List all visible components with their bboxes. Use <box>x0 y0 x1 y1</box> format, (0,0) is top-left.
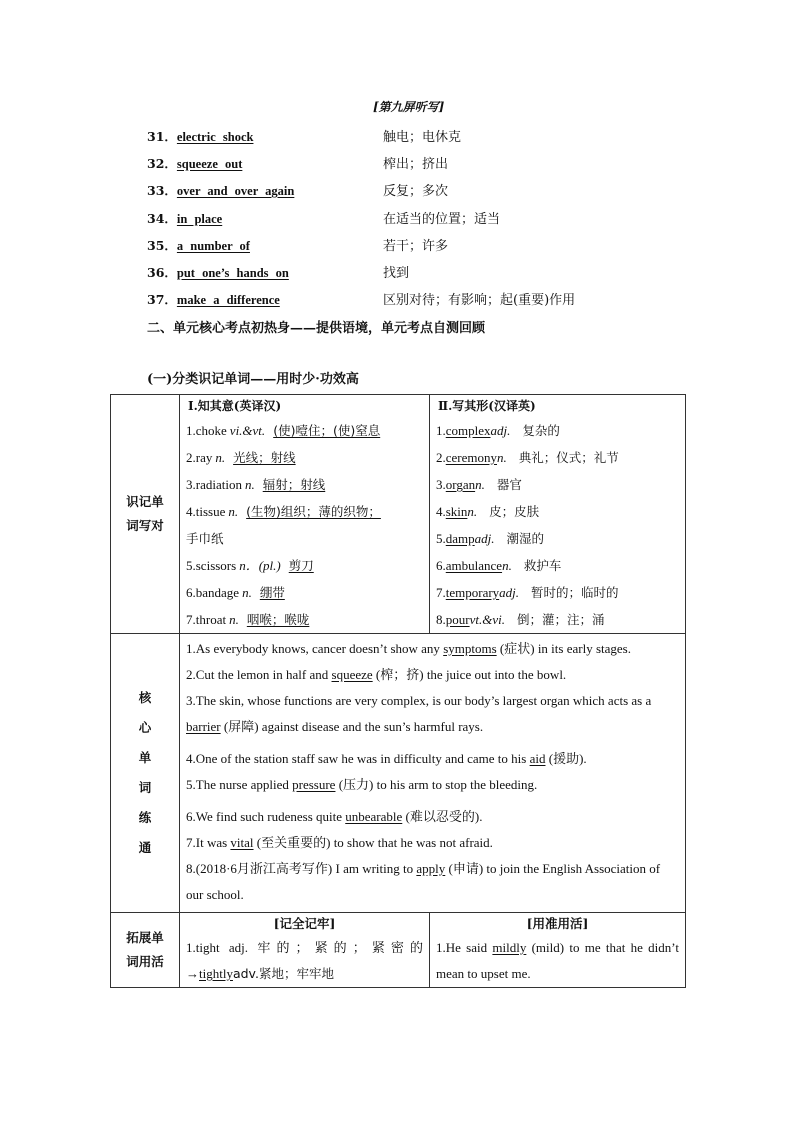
item-number: 6. <box>436 558 446 573</box>
word-item <box>180 552 429 579</box>
answer-blank: 辐射；射线 <box>262 477 326 492</box>
part-of-speech: adj. <box>474 531 495 546</box>
phrase-number: 32． <box>147 156 177 171</box>
meaning: 暂时的；临时的 <box>531 585 619 600</box>
word-item <box>430 417 685 444</box>
answer-blank: unbearable <box>345 809 403 824</box>
sentence-text: (援助). <box>545 751 587 766</box>
word: scissors <box>195 558 237 573</box>
row-label-memorize: 识记单词写对 <box>111 395 180 634</box>
part-of-speech: adj. <box>490 423 511 438</box>
phrase-meaning: 在适当的位置；适当 <box>383 212 501 227</box>
part-of-speech: n. <box>502 558 512 573</box>
expand-right-sentence: 1.He said mildly (mild) to me that he didn’t mean to upset me. <box>436 940 679 981</box>
phrase-answer: put one’s hands on <box>176 266 289 280</box>
phrase-item <box>147 290 280 308</box>
item-number: 7. <box>436 585 446 600</box>
part-of-speech: n. <box>475 477 485 492</box>
right-column <box>430 395 686 634</box>
item-number: 3. <box>436 477 446 492</box>
part-of-speech: n. <box>229 612 239 627</box>
answer-blank: vital <box>230 835 254 850</box>
sentence-text: 8.(2018·6月浙江高考写作) I am writing to <box>186 861 417 876</box>
expand-left-cell <box>180 913 430 988</box>
vocab-table <box>110 394 686 988</box>
phrase-meaning: 榨出；挤出 <box>383 157 449 172</box>
sentence-item <box>180 688 685 740</box>
item-number: 2. <box>186 450 196 465</box>
phrase-number: 33． <box>147 183 177 198</box>
phrase-item <box>147 236 250 254</box>
subsection-heading: (一)分类识记单词——用时少·功效高 <box>147 372 359 387</box>
answer-blank: apply <box>416 861 446 876</box>
left-items <box>180 417 429 633</box>
phrase-item <box>147 154 242 172</box>
expand-right-cell <box>430 913 686 988</box>
part-of-speech: n. <box>497 450 507 465</box>
phrase-meaning: 反复；多次 <box>383 184 449 199</box>
answer-blank: tightly <box>199 966 233 981</box>
phrase-number: 37． <box>147 292 177 307</box>
answer-blank: mildly <box>492 940 527 955</box>
answer-blank: squeeze <box>331 667 373 682</box>
sentence-text: (屏障) against disease and the sun’s harmful rays. <box>220 719 484 734</box>
answer-blank: 剪刀 <box>288 558 314 573</box>
word: choke <box>195 423 227 438</box>
sentence-cell <box>180 634 686 913</box>
part-of-speech: n. <box>242 585 252 600</box>
item-number: 8. <box>436 612 446 627</box>
phrase-meaning: 区别对待；有影响；起(重要)作用 <box>383 293 576 308</box>
sentence-item <box>180 662 685 688</box>
word: bandage <box>195 585 240 600</box>
item-number: 7. <box>186 612 196 627</box>
part-of-speech: adj. <box>499 585 520 600</box>
right-header: Ⅱ.写其形(汉译英) <box>438 399 536 413</box>
sentence-text: 1.As everybody knows, cancer doesn’t show any <box>186 641 444 656</box>
answer-blank: ceremony <box>445 450 498 465</box>
sentence-item <box>180 830 685 856</box>
part-of-speech: n. <box>228 504 239 519</box>
phrase-number: 34． <box>147 211 177 226</box>
answer-blank: 咽喉；喉咙 <box>246 612 310 627</box>
sentence-item <box>180 772 685 798</box>
row-label-core: 核心单词练通 <box>111 634 180 913</box>
sentence-item <box>180 746 685 772</box>
sentence-text: (压力) to his arm to stop the bleeding. <box>335 777 538 792</box>
word-item <box>180 606 429 633</box>
sentence-text: 5.The nurse applied <box>186 777 293 792</box>
part-of-speech: n. <box>215 450 226 465</box>
item-number: 4. <box>186 504 196 519</box>
word-item <box>180 417 429 444</box>
part-of-speech: n. <box>467 504 478 519</box>
item-number: 5. <box>436 531 446 546</box>
meaning: 倒；灌；注；涌 <box>516 612 605 627</box>
word-item <box>430 444 685 471</box>
item-number: 3. <box>186 477 196 492</box>
item-number: 6. <box>186 585 196 600</box>
word-item <box>430 471 685 498</box>
phrase-answer: over and over again <box>176 184 295 198</box>
part-of-speech: n．(pl.) <box>239 558 281 573</box>
answer-blank: organ <box>445 477 476 492</box>
word: ray <box>195 450 213 465</box>
word-item <box>430 498 685 525</box>
answer-blank: 光线；射线 <box>233 450 296 465</box>
left-column <box>180 395 430 634</box>
word-item-cont <box>180 525 429 552</box>
phrase-meaning: 触电；电休克 <box>383 130 462 145</box>
phrase-answer: squeeze out <box>176 157 243 171</box>
sentence-item <box>180 804 685 830</box>
answer-blank: skin <box>445 504 468 519</box>
meaning: 器官 <box>496 477 522 492</box>
sentence-text: (至关重要的) to show that he was not afraid. <box>253 835 493 850</box>
answer-blank: damp <box>445 531 475 546</box>
sentence-text: 3.The skin, whose functions are very complex, is our body’s largest organ which acts as a <box>186 693 652 708</box>
item-number: 5. <box>186 558 196 573</box>
sentence-item <box>180 856 685 908</box>
phrase-item <box>147 209 222 227</box>
sentence-text: 6.We find such rudeness quite <box>186 809 346 824</box>
expand-left-line2: →tightlyadv.紧地；牢牢地 <box>186 966 334 981</box>
item-number: 4. <box>436 504 446 519</box>
answer-blank: complex <box>445 423 491 438</box>
part-of-speech: vt.&vi. <box>469 612 505 627</box>
meaning: 潮湿的 <box>506 531 545 546</box>
phrase-number: 36． <box>147 265 177 280</box>
left-header: Ⅰ.知其意(英译汉) <box>188 399 282 413</box>
meaning: 典礼；仪式；礼节 <box>518 450 619 465</box>
meaning: 复杂的 <box>522 423 560 438</box>
answer-blank: pressure <box>292 777 336 792</box>
answer-blank: temporary <box>445 585 500 600</box>
word-item <box>430 606 685 633</box>
expand-left-header: [记全记牢] <box>273 916 336 931</box>
answer-blank: barrier <box>186 719 221 734</box>
sentence-text: 2.Cut the lemon in half and <box>186 667 332 682</box>
sentence-text: 4.One of the station staff saw he was in difficulty and came to his <box>186 751 530 766</box>
sentence-text: (症状) in its early stages. <box>496 641 631 656</box>
phrase-answer: make a difference <box>176 293 280 307</box>
sentence-text: 7.It was <box>186 835 231 850</box>
part-of-speech: vi.&vt. <box>229 423 266 438</box>
right-items <box>430 417 685 633</box>
sentence-item <box>180 636 685 662</box>
phrase-number: 35． <box>147 238 177 253</box>
word-item <box>430 579 685 606</box>
word-item <box>180 579 429 606</box>
answer-blank: (生物)组织；薄的织物； <box>246 504 381 519</box>
word-item <box>180 444 429 471</box>
sentence-text: (申请) to join the English Association of our school. <box>186 861 661 902</box>
word: tissue <box>195 504 226 519</box>
phrase-item <box>147 263 289 281</box>
answer-blank: symptoms <box>443 641 497 656</box>
answer-blank: ambulance <box>445 558 503 573</box>
word-item <box>430 552 685 579</box>
word-item <box>180 471 429 498</box>
word: radiation <box>195 477 242 492</box>
sentence-text: (榨；挤) the juice out into the bowl. <box>372 667 567 682</box>
answer-blank: (使)噎住；(使)窒息 <box>273 423 381 438</box>
meaning: 救护车 <box>523 558 562 573</box>
sentence-text: (难以忍受的). <box>402 809 483 824</box>
item-number: 1. <box>436 423 446 438</box>
phrase-number: 31． <box>147 129 177 144</box>
answer-blank: 绷带 <box>259 585 285 600</box>
word-item <box>430 525 685 552</box>
phrase-answer: in place <box>176 212 223 226</box>
part-of-speech: n. <box>244 477 255 492</box>
answer-blank: aid <box>529 751 546 766</box>
section-title: [第九屏听写] <box>373 100 445 114</box>
answer-blank: pour <box>445 612 470 627</box>
phrase-answer: electric shock <box>176 130 254 144</box>
section-heading: 二、单元核心考点初热身——提供语境，单元考点自测回顾 <box>147 321 486 336</box>
answer-continued: 手巾纸 <box>186 531 224 546</box>
row-label-expand: 拓展单词用活 <box>111 913 180 988</box>
expand-left-line1: 1.tight adj. 牢的；紧的；紧密的 <box>186 940 423 955</box>
item-number: 2. <box>436 450 446 465</box>
expand-right-header: [用准用活] <box>526 916 589 931</box>
word-item <box>180 498 429 525</box>
phrase-item <box>147 181 294 199</box>
sentence-list <box>180 634 685 912</box>
meaning: 皮；皮肤 <box>489 504 540 519</box>
phrase-answer: a number of <box>176 239 250 253</box>
item-number: 1. <box>186 423 196 438</box>
phrase-meaning: 若干；许多 <box>383 239 449 254</box>
phrase-item <box>147 127 253 145</box>
word: throat <box>195 612 227 627</box>
phrase-meaning: 找到 <box>383 266 410 281</box>
